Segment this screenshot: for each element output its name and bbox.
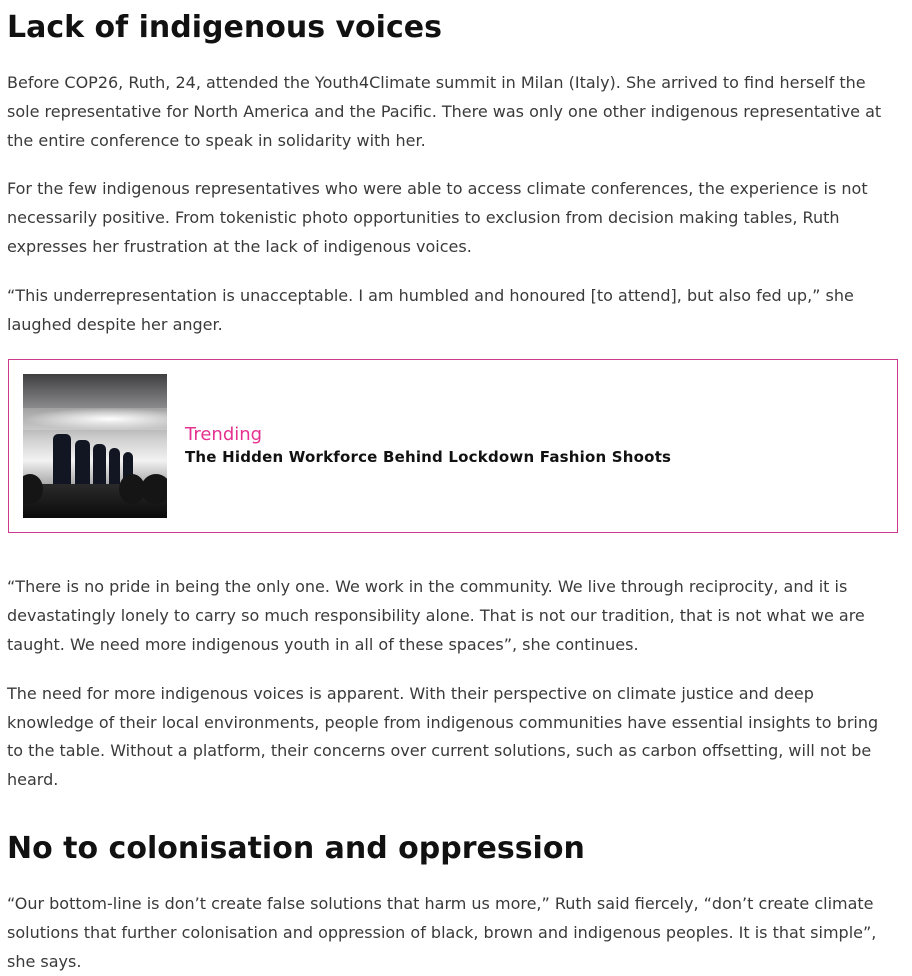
paragraph-youth4climate: Before COP26, Ruth, 24, attended the Youth4Climate summit in Milan (Italy). She arrived to find herself the sole representative for North America and the Pacific. There was only one other indigenous representative at the entire conference to speak in solidarity with her.	[7, 73, 882, 150]
runway-model-figure	[93, 444, 106, 486]
trending-article-card[interactable]	[8, 359, 898, 533]
runway-model-figure	[109, 448, 120, 486]
trending-text	[185, 424, 671, 468]
paragraph-no-pride-quote: “There is no pride in being the only one. We work in the community. We live through reciprocity, and it is devastatingly lonely to carry so much responsibility alone. That is not our tradition, that is not what we are taught. We need more indigenous youth in all of these spaces”, she continues.	[7, 577, 865, 654]
runway-light	[23, 408, 167, 430]
runway-model-figure	[53, 434, 71, 486]
trending-article-title-link[interactable]: The Hidden Workforce Behind Lockdown Fashion Shoots	[185, 448, 672, 467]
trending-label: Trending	[185, 424, 263, 446]
paragraph-few-representatives: For the few indigenous representatives who were able to access climate conferences, the experience is not necessarily positive. From tokenistic photo opportunities to exclusion from decision making tables, Ruth expresses her frustration at the lack of indigenous voices.	[7, 179, 868, 256]
paragraph-need-for-voices: The need for more indigenous voices is apparent. With their perspective on climate justice and deep knowledge of their local environments, people from indigenous communities have essential insights to bring to the table. Without a platform, their concerns over current solutions, such as carbon offsetting, will not be heard.	[7, 683, 879, 790]
audience-head	[141, 474, 167, 504]
runway-model-figure	[75, 440, 90, 486]
paragraph-bottom-line-quote: “Our bottom-line is don’t create false solutions that harm us more,” Ruth said fiercely, “don’t create climate solutions that further colonisation and oppression of black, brown and indigenous peoples. It is that simple”, she says.	[7, 893, 877, 971]
paragraph-underrepresentation-quote: “This underrepresentation is unacceptable. I am humbled and honoured [to attend], but also fed up,” she laughed despite her anger.	[7, 285, 854, 334]
trending-thumbnail-image[interactable]	[23, 374, 167, 518]
section-heading-no-to-colonisation: No to colonisation and oppression	[7, 830, 585, 866]
section-heading-lack-of-indigenous-voices: Lack of indigenous voices	[7, 10, 442, 45]
